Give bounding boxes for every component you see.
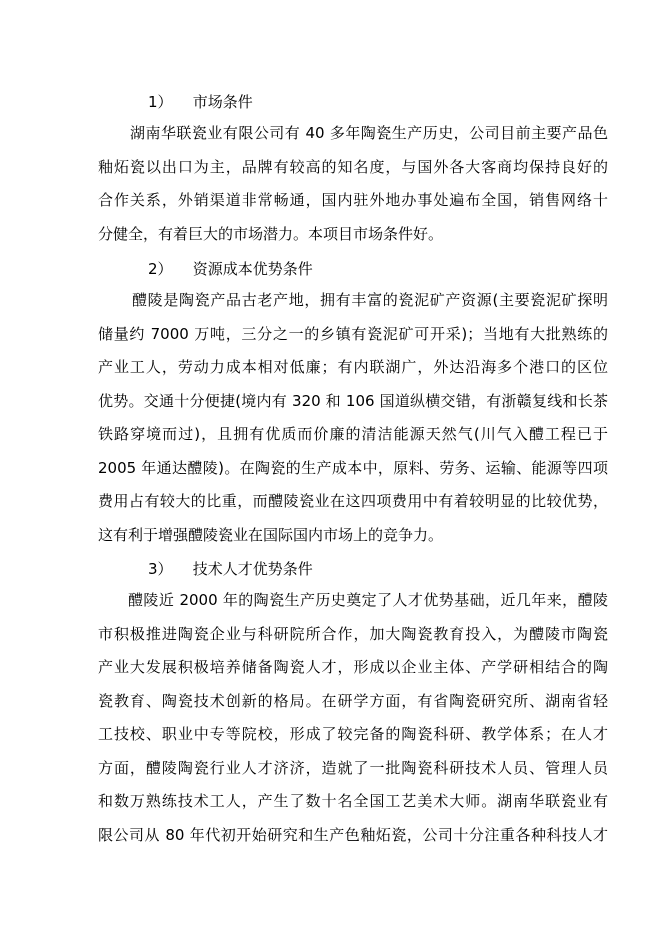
- section-heading-market: [148, 92, 253, 112]
- section-number: 3）: [148, 560, 173, 578]
- paragraph-line: 湖南华联瓷业有限公司有 40 多年陶瓷生产历史，公司目前主要产品色: [130, 124, 608, 142]
- section-heading-talent: [148, 559, 313, 579]
- paragraph-line: 和数万熟练技术工人，产生了数十名全国工艺美术大师。湖南华联瓷业有: [98, 792, 608, 810]
- paragraph-line: 分健全，有着巨大的市场潜力。本项目市场条件好。: [98, 224, 444, 243]
- section-number: 2）: [148, 260, 173, 278]
- paragraph-line: 2005 年通达醴陵)。在陶瓷的生产成本中，原料、劳务、运输、能源等四项: [98, 458, 608, 477]
- paragraph-line: 这有利于增强醴陵瓷业在国际国内市场上的竞争力。: [98, 525, 444, 544]
- paragraph-resource-cost: [98, 284, 608, 552]
- paragraph-line: 醴陵近 2000 年的陶瓷生产历史奠定了人才优势基础，近几年来，醴陵: [128, 591, 608, 609]
- paragraph-line: 储量约 7000 万吨，三分之一的乡镇有瓷泥矿可开采)；当地有大批熟练的: [98, 324, 608, 343]
- paragraph-talent: [98, 584, 608, 852]
- section-title: 资源成本优势条件: [192, 260, 313, 278]
- paragraph-line: 铁路穿境而过)，且拥有优质而价廉的清洁能源天然气(川气入醴工程已于: [98, 425, 608, 443]
- paragraph-line: 合作关系，外销渠道非常畅通，国内驻外地办事处遍布全国，销售网络十: [98, 191, 608, 209]
- section-title: 市场条件: [192, 93, 253, 111]
- paragraph-line: 釉炻瓷以出口为主，品牌有较高的知名度，与国外各大客商均保持良好的: [98, 157, 608, 176]
- section-title: 技术人才优势条件: [192, 560, 313, 578]
- paragraph-line: 瓷教育、陶瓷技术创新的格局。在研学方面，有省陶瓷研究所、湖南省轻: [98, 691, 608, 710]
- paragraph-line: 费用占有较大的比重，而醴陵瓷业在这四项费用中有着较明显的比较优势，: [98, 492, 608, 510]
- paragraph-line: 优势。交通十分便捷(境内有 320 和 106 国道纵横交错，有浙赣复线和长茶: [98, 391, 608, 410]
- paragraph-market: [98, 117, 608, 251]
- section-heading-resource-cost: [148, 259, 313, 279]
- paragraph-line: 市积极推进陶瓷企业与科研院所合作，加大陶瓷教育投入，为醴陵市陶瓷: [98, 624, 608, 643]
- paragraph-line: 工技校、职业中专等院校，形成了较完备的陶瓷科研、教学体系；在人才: [98, 725, 608, 743]
- paragraph-line: 醴陵是陶瓷产品古老产地，拥有丰富的瓷泥矿产资源(主要瓷泥矿探明: [132, 291, 608, 309]
- paragraph-line: 限公司从 80 年代初开始研究和生产色釉炻瓷，公司十分注重各种科技人才: [98, 825, 608, 844]
- paragraph-line: 产业工人，劳动力成本相对低廉；有内联湖广，外达沿海多个港口的区位: [98, 358, 608, 376]
- section-number: 1）: [148, 93, 173, 111]
- paragraph-line: 方面，醴陵陶瓷行业人才济济，造就了一批陶瓷科研技术人员、管理人员: [98, 758, 608, 777]
- paragraph-line: 产业大发展积极培养储备陶瓷人才，形成以企业主体、产学研相结合的陶: [98, 658, 608, 676]
